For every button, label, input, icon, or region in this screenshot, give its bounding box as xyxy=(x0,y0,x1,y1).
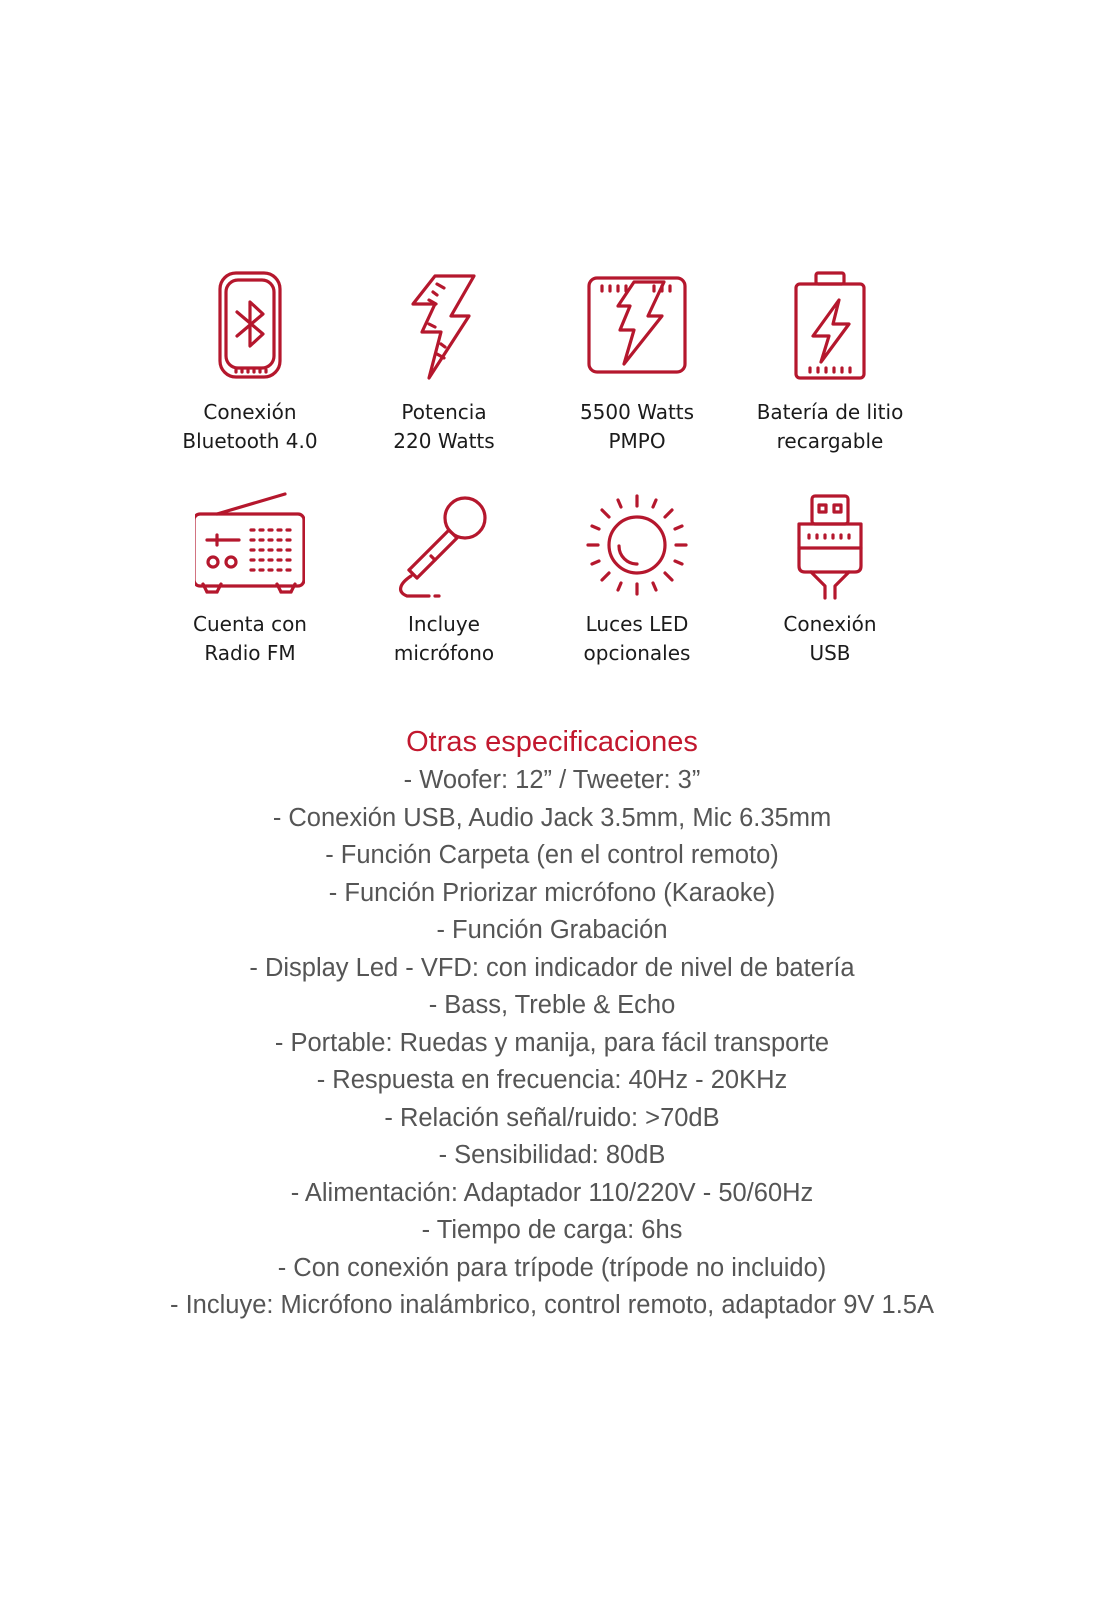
power-box-icon xyxy=(582,268,692,383)
feature-label: Luces LED opcionales xyxy=(583,612,691,665)
spec-item: - Función Grabación xyxy=(436,916,668,944)
spec-item: - Conexión USB, Audio Jack 3.5mm, Mic 6.35mm xyxy=(272,803,832,832)
usb-icon xyxy=(775,488,885,603)
spec-item: - Bass, Treble & Echo xyxy=(428,991,676,1019)
feature-label: Batería de litio recargable xyxy=(756,400,904,453)
spec-item: - Woofer: 12” / Tweeter: 3” xyxy=(403,766,701,794)
spec-item: - Incluye: Micrófono inalámbrico, control remoto, adaptador 9V 1.5A xyxy=(170,1291,934,1319)
feature-label: Conexión Bluetooth 4.0 xyxy=(182,400,318,453)
features-grid xyxy=(0,0,1104,700)
specs-title: Otras especificaciones xyxy=(406,726,698,758)
spec-item: - Respuesta en frecuencia: 40Hz - 20KHz xyxy=(316,1066,788,1094)
spec-item: - Con conexión para trípode (trípode no incluido) xyxy=(277,1253,827,1282)
specifications-section xyxy=(0,722,1104,1325)
feature-label: Conexión USB xyxy=(783,612,877,665)
battery-icon xyxy=(775,268,885,383)
spec-item: - Función Priorizar micrófono (Karaoke) xyxy=(328,878,776,907)
spec-item: - Portable: Ruedas y manija, para fácil transporte xyxy=(274,1028,830,1057)
spec-item: - Sensibilidad: 80dB xyxy=(438,1141,666,1169)
spec-item: - Display Led - VFD: con indicador de nivel de batería xyxy=(249,953,855,982)
spec-item: - Relación señal/ruido: >70dB xyxy=(384,1103,720,1132)
feature-label: Incluye micrófono xyxy=(393,612,495,665)
bluetooth-speaker-icon xyxy=(195,268,305,383)
lightning-bolt-icon xyxy=(389,268,499,383)
spec-item: - Tiempo de carga: 6hs xyxy=(421,1216,683,1244)
feature-label: Cuenta con Radio FM xyxy=(193,612,307,665)
feature-label: Potencia 220 Watts xyxy=(393,400,495,453)
spec-list xyxy=(0,762,1104,1325)
radio-icon xyxy=(195,488,305,603)
spec-item: - Función Carpeta (en el control remoto) xyxy=(325,841,779,869)
microphone-icon xyxy=(389,488,499,603)
led-light-icon xyxy=(582,488,692,603)
spec-item: - Alimentación: Adaptador 110/220V - 50/60Hz xyxy=(290,1178,814,1207)
feature-label: 5500 Watts PMPO xyxy=(579,400,695,453)
